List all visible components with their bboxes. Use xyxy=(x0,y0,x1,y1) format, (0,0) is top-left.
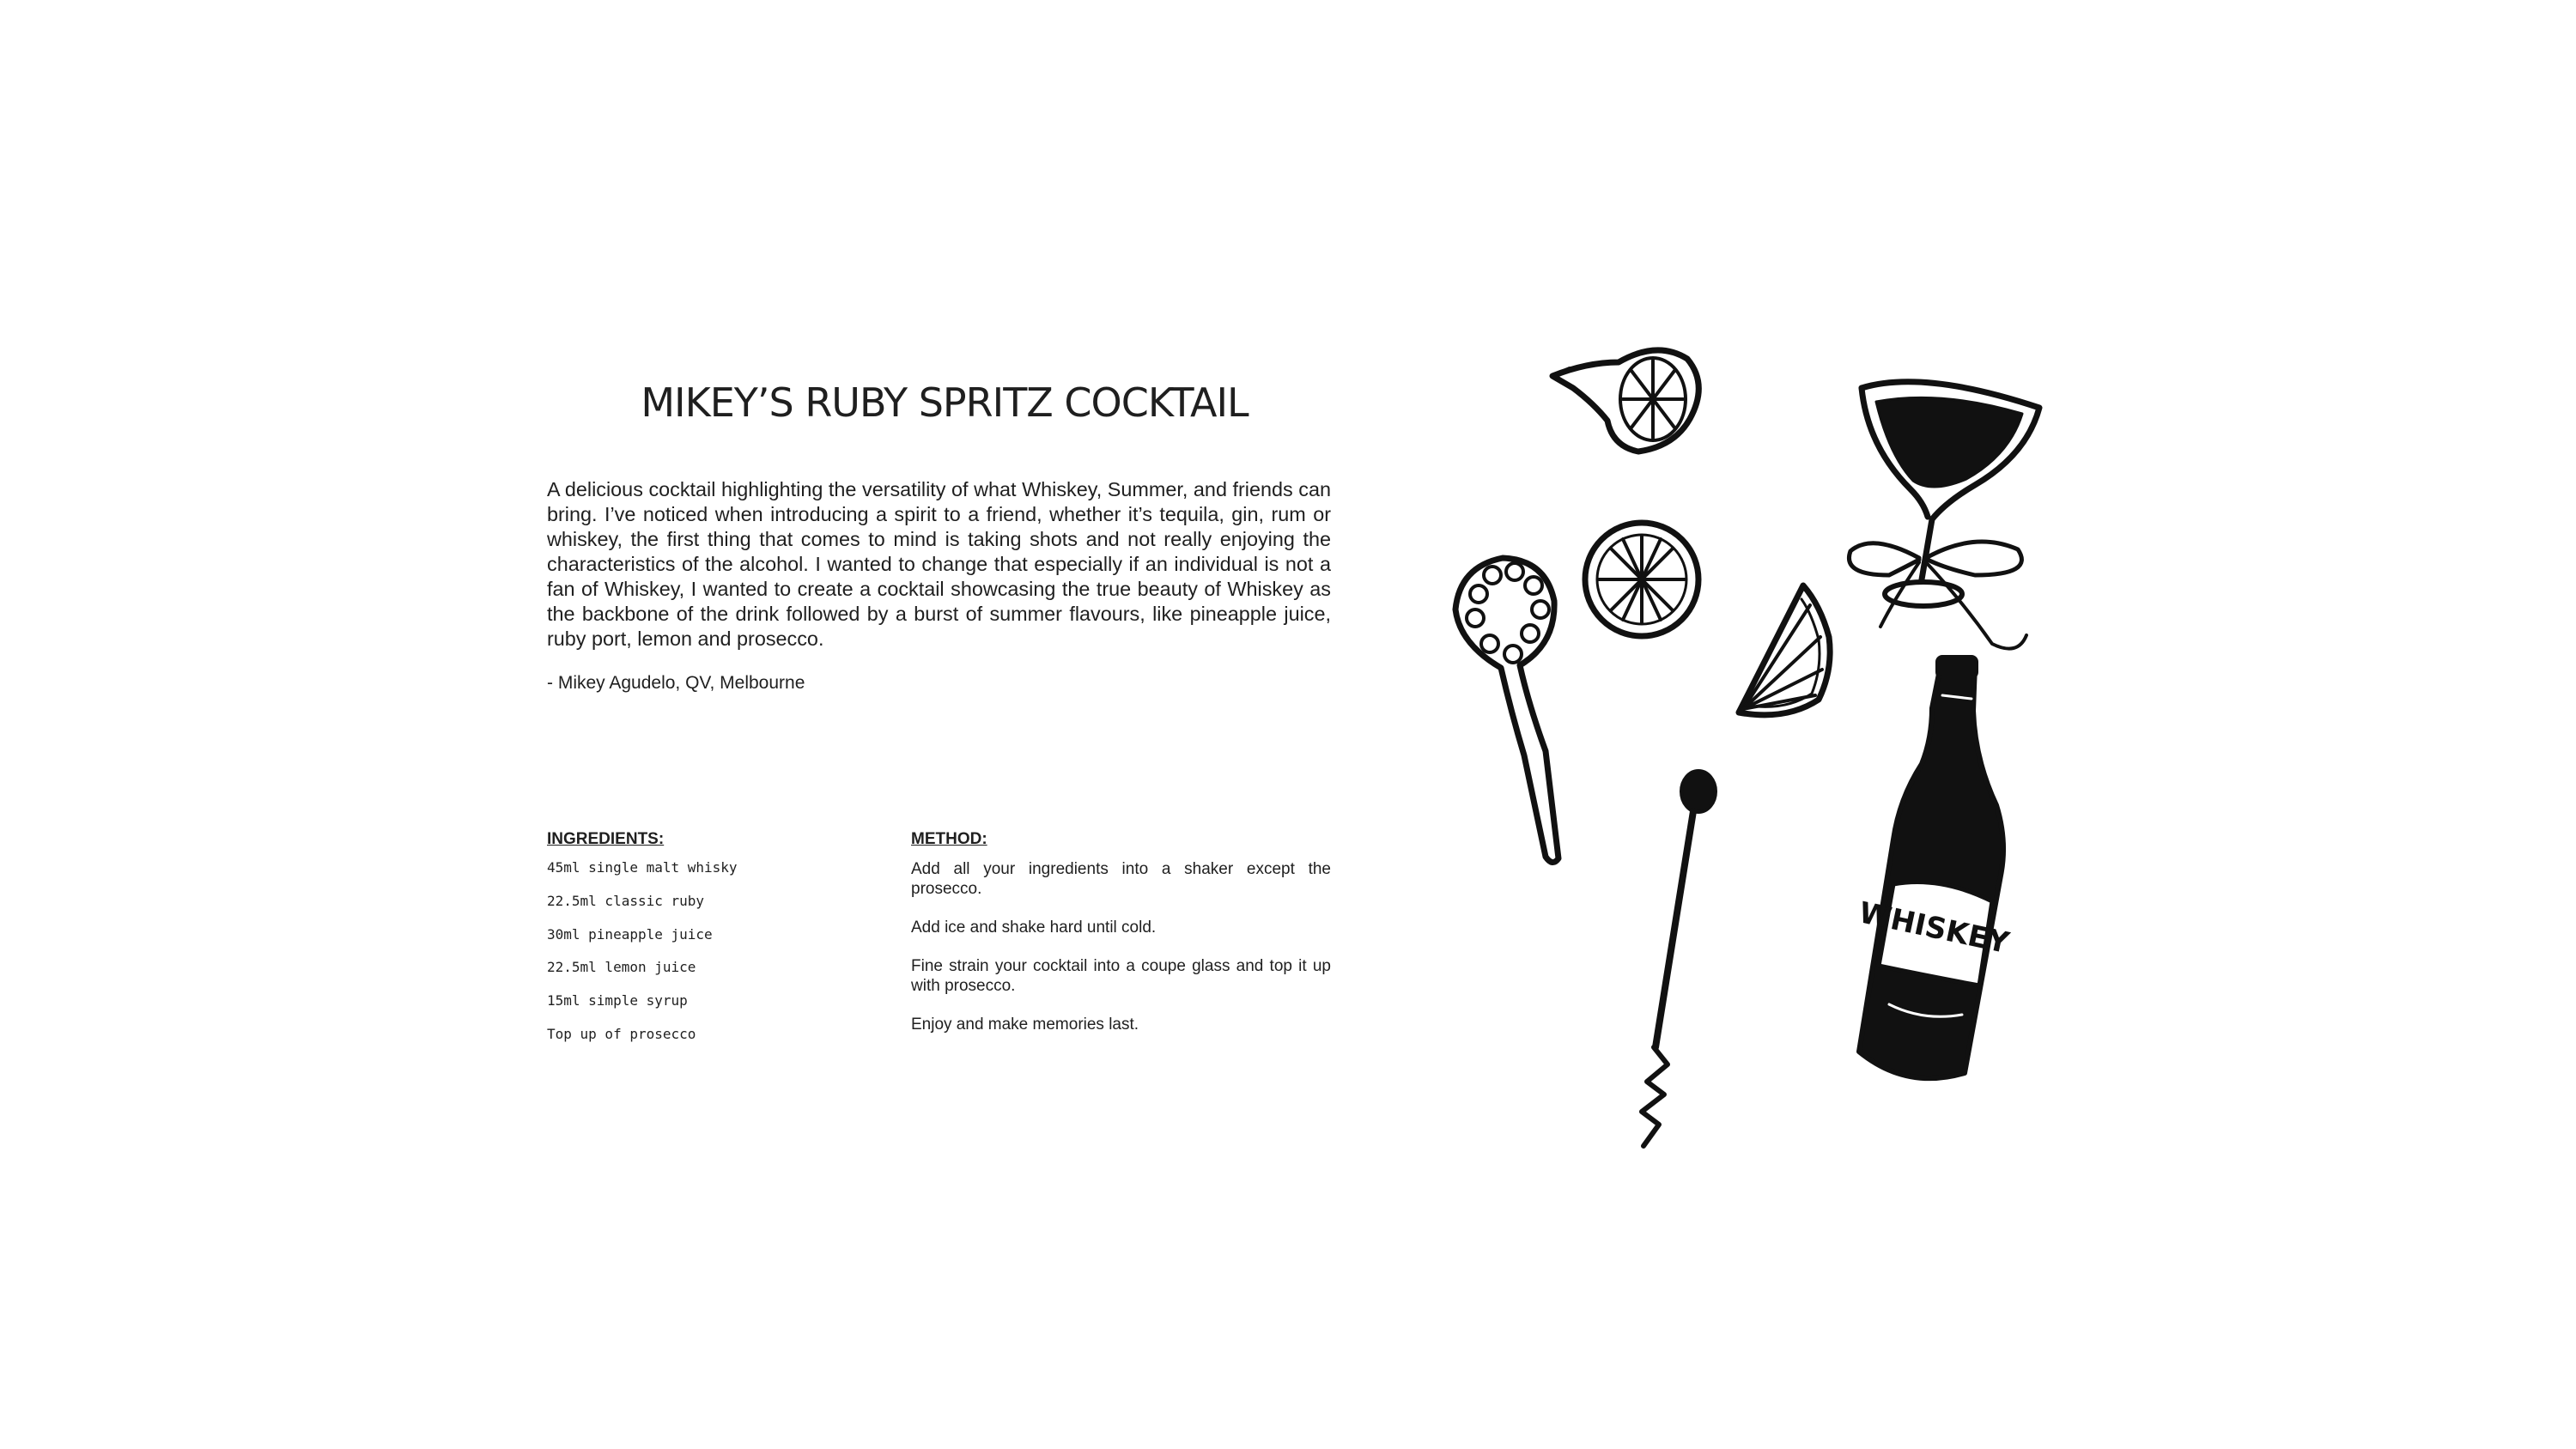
ingredient-item: 30ml pineapple juice xyxy=(547,925,713,943)
recipe-title: MIKEY’S RUBY SPRITZ COCKTAIL xyxy=(641,379,1249,426)
method-section xyxy=(911,830,1331,1053)
bottle-label: WHISKEY xyxy=(1856,895,2013,961)
ingredients-section xyxy=(547,830,873,1059)
method-heading: METHOD: xyxy=(911,830,987,848)
lemon-half-icon xyxy=(1552,350,1698,452)
citrus-peel-twist-icon xyxy=(1455,558,1558,863)
lemon-wedge-icon xyxy=(1739,585,1830,715)
recipe-intro: A delicious cocktail highlighting the versatility of what Whiskey, Summer, and friends can bring. I’ve noticed when introducing a spirit to a friend, whether it’s tequila, gin, rum or whiskey, the first thing that comes to mind is taking shots and not really enjoying the characteristics of the alcohol. I wanted to change that especially if an individual is not a fan of Whiskey, I wanted to create a cocktail showcasing the true beauty of Whiskey as the backbone of the drink followed by a burst of summer flavours, like pineapple juice, ruby port, lemon and prosecco. xyxy=(547,478,1331,650)
lemon-slice-icon xyxy=(1585,523,1698,636)
bar-spoon-icon xyxy=(1642,771,1716,1146)
ingredients-heading: INGREDIENTS: xyxy=(547,830,665,848)
cocktail-illustration xyxy=(1425,318,2112,1159)
coupe-glass-icon xyxy=(1849,382,2039,649)
method-steps xyxy=(911,859,1331,1034)
ingredient-item: 22.5ml lemon juice xyxy=(547,959,696,976)
ingredient-item: 15ml simple syrup xyxy=(547,992,688,1009)
whiskey-bottle-icon xyxy=(1856,657,2012,1078)
method-step: Fine strain your cocktail into a coupe glass and top it up with prosecco. xyxy=(911,957,1331,995)
ingredient-item: 45ml single malt whisky xyxy=(547,859,738,876)
ingredients-list xyxy=(547,859,873,1059)
ingredient-item: Top up of prosecco xyxy=(547,1025,696,1042)
ingredient-item: 22.5ml classic ruby xyxy=(547,892,705,909)
method-step: Add all your ingredients into a shaker except the prosecco. xyxy=(911,860,1331,898)
method-step: Add ice and shake hard until cold. xyxy=(911,919,1157,937)
recipe-attribution: - Mikey Agudelo, QV, Melbourne xyxy=(547,673,805,693)
method-step: Enjoy and make memories last. xyxy=(911,1016,1139,1034)
